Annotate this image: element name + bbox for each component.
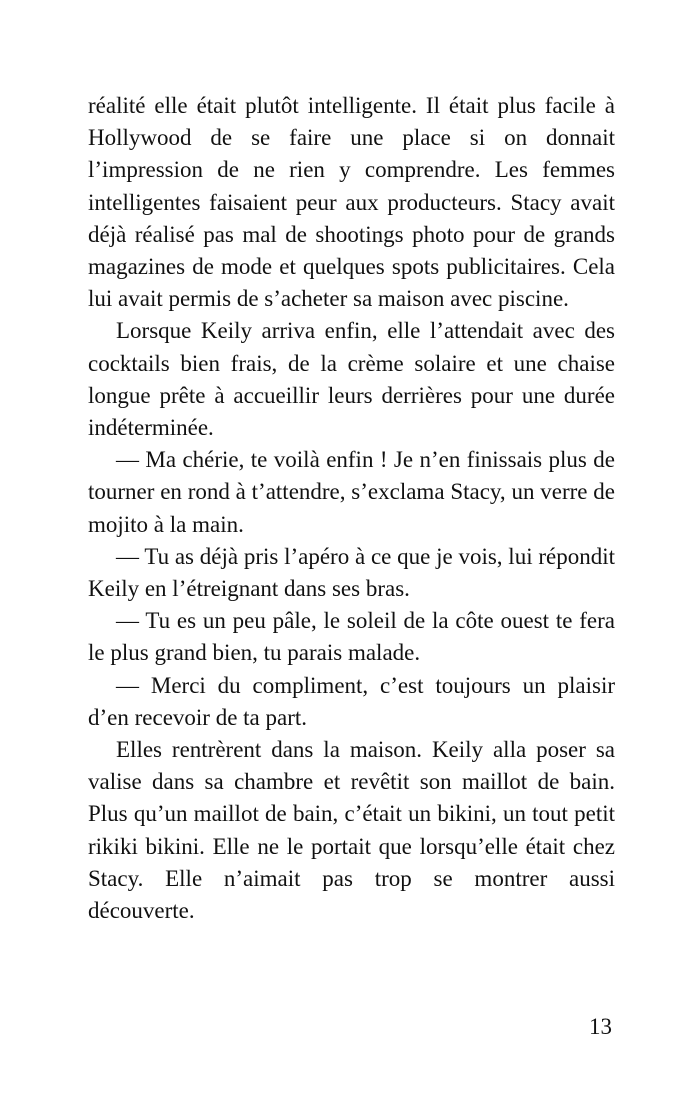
dialogue-stacy-pale: — Tu es un peu pâle, le soleil de la côte ouest te fera le plus grand bien, tu parais malade. [88,608,615,666]
paragraph-bikini: Elles rentrèrent dans la maison. Keily alla poser sa valise dans sa chambre et revêtit son maillot de bain. Plus qu’un maillot de bain, c’était un bikini, un tout petit rikiki bikini. Elle ne le portait que lorsqu’elle était chez Stacy. Elle n’aimait pas trop se montrer aussi découverte. [88,737,615,924]
paragraph-keily-arrives: Lorsque Keily arriva enfin, elle l’attendait avec des cocktails bien frais, de la crème solaire et une chaise longue prête à accueillir leurs derrières pour une durée indéterminée. [88,318,615,441]
body-text [88,90,615,927]
dialogue-keily-reply: — Tu as déjà pris l’apéro à ce que je vois, lui répondit Keily en l’étreignant dans ses bras. [88,543,615,602]
page-number: 13 [589,1014,612,1039]
dialogue-stacy-greeting: — Ma chérie, te voilà enfin ! Je n’en finissais plus de tourner en rond à t’attendre, s’exclama Stacy, un verre de mojito à la main. [88,447,615,537]
paragraph-continuation: réalité elle était plutôt intelligente. Il était plus facile à Hollywood de se faire une place si on donnait l’impression de ne rien y comprendre. Les femmes intelligentes faisaient peur aux producteurs. Stacy avait déjà réalisé pas mal de shootings photo pour de grands magazines de mode et quelques spots publicitaires. Cela lui avait permis de s’acheter sa maison avec piscine. [88,93,615,312]
dialogue-keily-thanks: — Merci du compliment, c’est toujours un plaisir d’en recevoir de ta part. [88,672,615,730]
